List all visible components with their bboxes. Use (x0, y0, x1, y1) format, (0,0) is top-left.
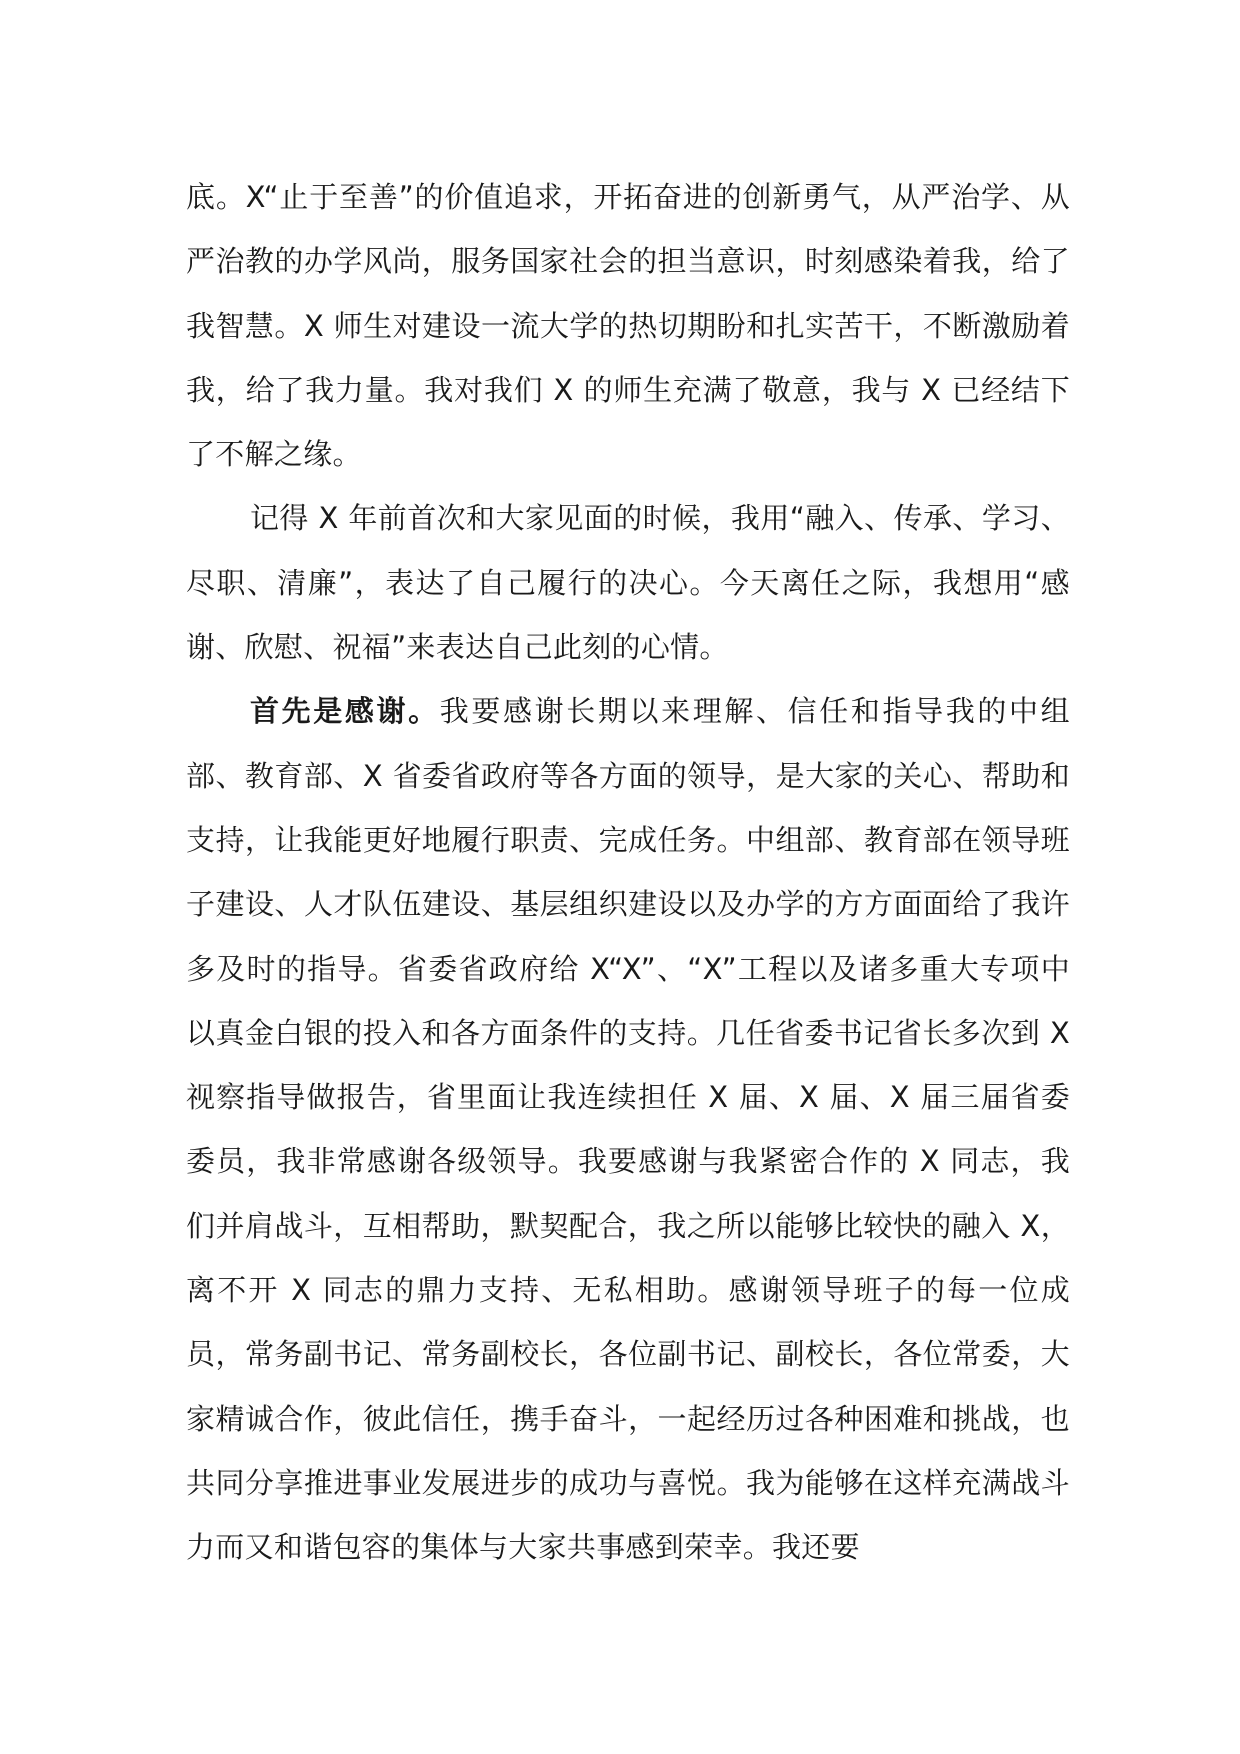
paragraph-2 (186, 486, 1070, 679)
paragraph-3-text: 我要感谢长期以来理解、信任和指导我的中组部、教育部、X 省委省政府等各方面的领导，是大家的关心、帮助和支持，让我能更好地履行职责、完成任务。中组部、教育部在领导班子建设、人才队伍建设、基层组织建设以及办学的方方面面给了我许多及时的指导。省委省政府给 X“X”、“X”工程以及诸多重大专项中以真金白银的投入和各方面条件的支持。几任省委书记省长多次到 X 视察指导做报告，省里面让我连续担任 X 届、X 届、X 届三届省委委员，我非常感谢各级领导。我要感谢与我紧密合作的 X 同志，我们并肩战斗，互相帮助，默契配合，我之所以能够比较快的融入 X，离不开 X 同志的鼎力支持、无私相助。感谢领导班子的每一位成员，常务副书记、常务副校长，各位副书记、副校长，各位常委，大家精诚合作，彼此信任，携手奋斗，一起经历过各种困难和挑战，也共同分享推进事业发展进步的成功与喜悦。我为能够在这样充满战斗力而又和谐包容的集体与大家共事感到荣幸。我还要 (186, 694, 1070, 1565)
paragraph-1 (186, 165, 1070, 486)
paragraph-2-text: 记得 X 年前首次和大家见面的时候，我用“融入、传承、学习、尽职、清廉”，表达了自己履行的决心。今天离任之际，我想用“感谢、欣慰、祝福”来表达自己此刻的心情。 (186, 501, 1070, 665)
paragraph-1-text: 底。X“止于至善”的价值追求，开拓奋进的创新勇气，从严治学、从严治教的办学风尚，服务国家社会的担当意识，时刻感染着我，给了我智慧。X 师生对建设一流大学的热切期盼和扎实苦干，不断激励着我，给了我力量。我对我们 X 的师生充满了敬意，我与 X 已经结下了不解之缘。 (186, 180, 1070, 472)
paragraph-3 (186, 679, 1070, 1579)
document-body (186, 165, 1070, 1580)
paragraph-3-lead: 首先是感谢。 (250, 694, 440, 729)
